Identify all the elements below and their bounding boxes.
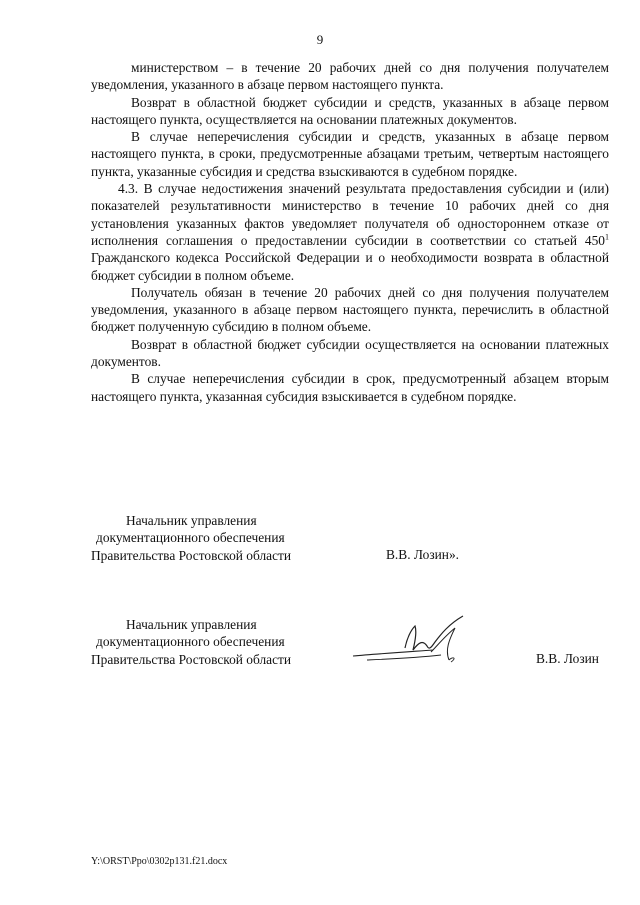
paragraph-4-3-text-a: 4.3. В случае недостижения значений результата предоставления субсидии и (или) показателей результативности министерство в течение 10 рабочих дней со дня установления указанных фактов уведомляет получателя об одностороннем отказе от исполнения соглашения о предоставлении субсидии в соответствии со статьей 450	[91, 181, 609, 248]
article-superscript: 1	[605, 232, 609, 242]
paragraph-6: Возврат в областной бюджет субсидии осуществляется на основании платежных документов.	[91, 336, 609, 370]
sig2-title-line1: Начальник управления	[126, 617, 257, 632]
paragraph-7: В случае неперечисления субсидии в срок, предусмотренный абзацем вторым настоящего пункта, указанная субсидия взыскивается в судебном порядке.	[91, 371, 609, 404]
paragraph-2: Возврат в областной бюджет субсидии и средств, указанных в абзаце первом настоящего пункта, осуществляется на основании платежных документов.	[91, 94, 609, 127]
paragraph-4-3-text-b: Гражданского кодекса Российской Федерации и о необходимости возврата в областной бюджет субсидии в полном объеме.	[91, 250, 609, 283]
document-body	[91, 59, 609, 405]
sig2-title-line3: Правительства Ростовской области	[91, 651, 292, 667]
sig1-title-line1: Начальник управления	[126, 513, 257, 528]
page-number: 9	[316, 32, 324, 47]
signature-block-1	[91, 512, 291, 564]
paragraph-3: В случае неперечисления субсидии и средств, указанных в абзаце первом настоящего пункта, в сроки, предусмотренные абзацами третьим, четвертым настоящего пункта, указанные субсидия и средства взыскиваются в судебном порядке.	[91, 129, 609, 179]
sig1-title-line3: Правительства Ростовской области	[91, 547, 292, 563]
sig2-name: В.В. Лозин	[536, 651, 599, 666]
signature-block-2	[91, 616, 291, 668]
sig2-title-line2: документационного обеспечения	[96, 634, 285, 650]
paragraph-1: министерством – в течение 20 рабочих дней со дня получения получателем уведомления, указанного в абзаце первом настоящего пункта.	[91, 60, 609, 93]
footer-file-path: Y:\ORST\Ppo\0302p131.f21.docx	[91, 856, 228, 867]
paragraph-4-3	[91, 180, 609, 284]
handwritten-signature	[345, 612, 480, 672]
sig1-title-line2: документационного обеспечения	[96, 530, 285, 546]
paragraph-5: Получатель обязан в течение 20 рабочих дней со дня получения получателем уведомления, указанного в абзаце первом настоящего пункта, перечислить в областной бюджет полученную субсидию в полном объеме.	[91, 284, 609, 335]
sig1-name: В.В. Лозин».	[386, 547, 460, 562]
